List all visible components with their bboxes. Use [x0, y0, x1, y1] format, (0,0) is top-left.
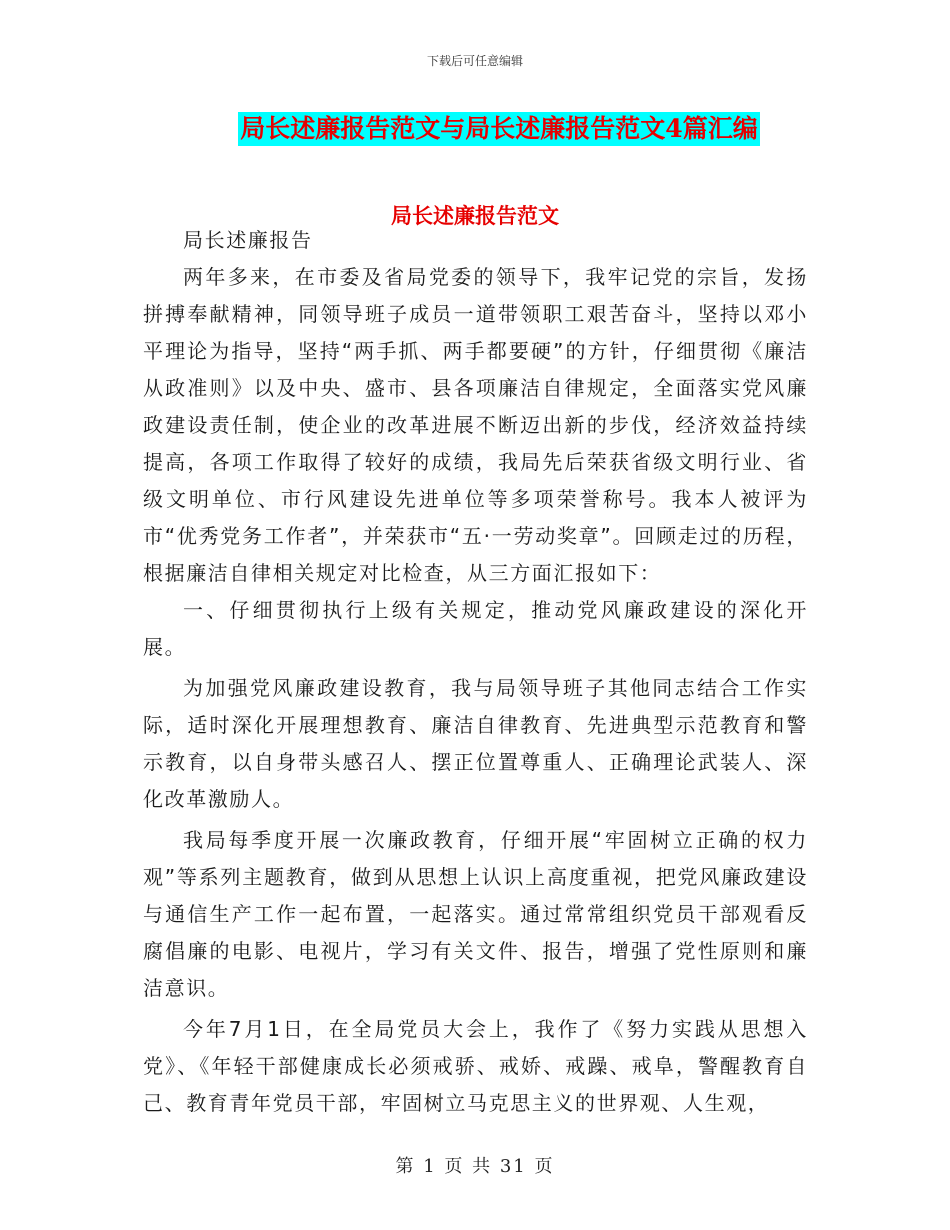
page-number: 第 1 页 共 31 页: [395, 1156, 555, 1177]
paragraph: 今年7月1日，在全局党员大会上，我作了《努力实践从思想入党》、《年轻干部健康成长必须戒骄、戒娇、戒躁、戒阜，警醒教育自己、教育青年党员干部，牢固树立马克思主义的世界观、人生观，: [143, 1017, 808, 1115]
body-text: [143, 222, 808, 1122]
main-title: 局长述廉报告范文与局长述廉报告范文4篇汇编: [238, 112, 759, 146]
paragraph: 我局每季度开展一次廉政教育，仔细开展“牢固树立正确的权力观”等系列主题教育，做到从思想上认识上高度重视，把党风廉政建设与通信生产工作一起布置，一起落实。通过常常组织党员干部观看反腐倡廉的电影、电视片，学习有关文件、报告，增强了党性原则和廉洁意识。: [143, 828, 808, 1000]
paragraph: 两年多来，在市委及省局党委的领导下，我牢记党的宗旨，发扬拼搏奉献精神，同领导班子成员一道带领职工艰苦奋斗，坚持以邓小平理论为指导，坚持“两手抓、两手都要硬”的方针，仔细贯彻《廉洁从政准则》以及中央、盛市、县各项廉洁自律规定，全面落实党风廉政建设责任制，使企业的改革进展不断迈出新的步伐，经济效益持续提高，各项工作取得了较好的成绩，我局先后荣获省级文明行业、省级文明单位、市行风建设先进单位等多项荣誉称号。我本人被评为市“优秀党务工作者”，并荣获市“五·一劳动奖章”。回顾走过的历程，根据廉洁自律相关规定对比检查，从三方面汇报如下：: [143, 265, 808, 585]
paragraph-section-heading: 一、仔细贯彻执行上级有关规定，推动党风廉政建设的深化开展。: [143, 598, 808, 659]
header-note: 下载后可任意编辑: [426, 54, 523, 68]
paragraph: 为加强党风廉政建设教育，我与局领导班子其他同志结合工作实际，适时深化开展理想教育、廉洁自律教育、先进典型示范教育和警示教育，以自身带头感召人、摆正位置尊重人、正确理论武装人、深化改革激励人。: [143, 676, 808, 811]
main-title-container: [0, 112, 950, 146]
paragraph-heading: 局长述廉报告: [183, 228, 313, 252]
section-title: 局长述廉报告范文: [391, 203, 559, 228]
